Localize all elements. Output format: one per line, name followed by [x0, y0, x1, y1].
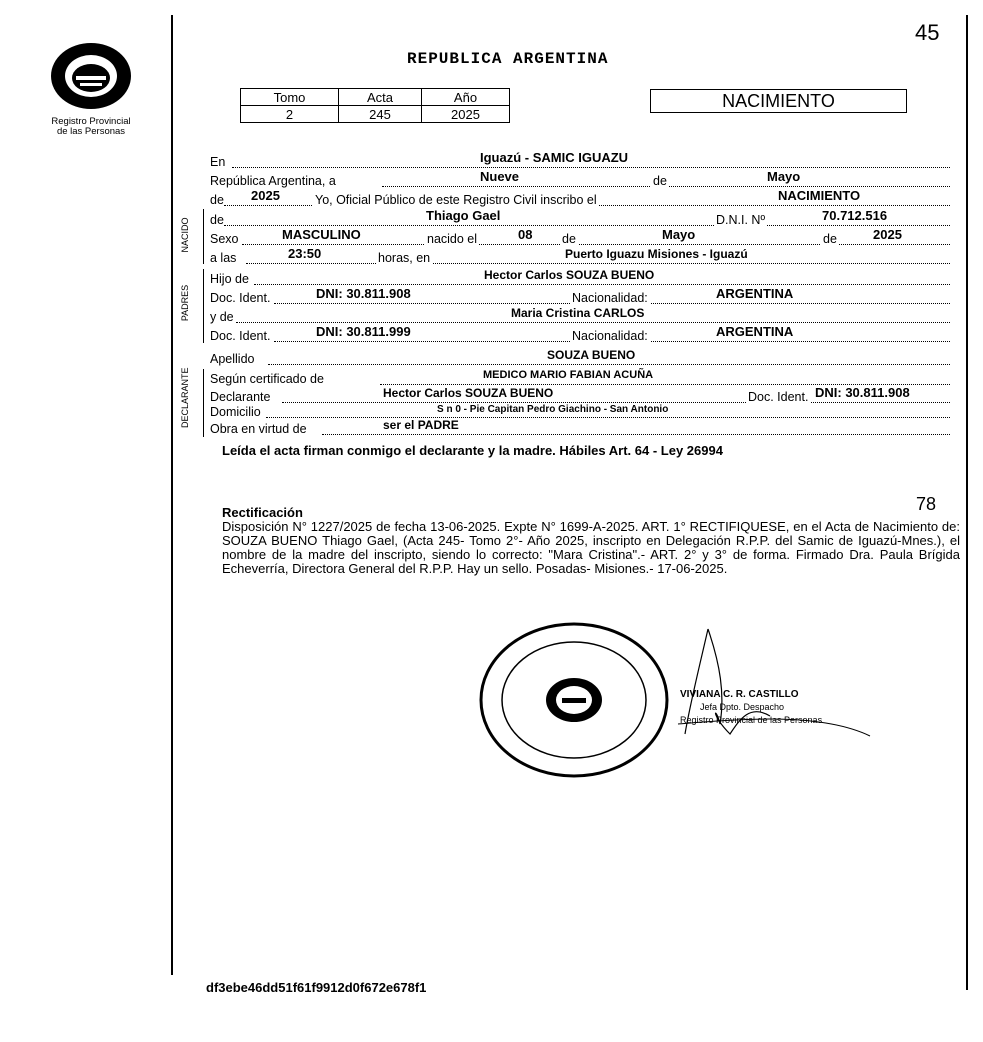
dots — [322, 434, 950, 435]
label-doc-ident-2: Doc. Ident. — [210, 329, 271, 343]
label-sexo: Sexo — [210, 232, 239, 246]
value-dia-letras: Nueve — [480, 169, 520, 184]
label-nacido-el: nacido el — [427, 232, 478, 246]
value-nac-dia: 08 — [518, 227, 533, 242]
label-hijo-de: Hijo de — [210, 272, 249, 286]
section-bar-padres — [203, 269, 204, 343]
value-madre-nac: ARGENTINA — [716, 324, 794, 339]
value-lugar: Iguazú - SAMIC IGUAZU — [480, 150, 629, 165]
label-segun: Según certificado de — [210, 372, 324, 386]
value-madre: Maria Cristina CARLOS — [511, 306, 645, 320]
dots — [254, 284, 950, 285]
section-bar-declarante — [203, 369, 204, 437]
value-padre-nac: ARGENTINA — [716, 286, 794, 301]
label-de2: de — [210, 193, 224, 207]
label-de-nombre: de — [210, 213, 224, 227]
label-nacionalidad-2: Nacionalidad: — [572, 329, 648, 343]
side-label-declarante: DECLARANTE — [180, 367, 190, 428]
side-label-padres: PADRES — [180, 284, 190, 322]
value-certificado: MEDICO MARIO FABIAN ACUÑA — [483, 369, 654, 381]
label-de-mes: de — [562, 232, 576, 246]
rectificacion-title: Rectificación — [222, 505, 303, 520]
label-dni: D.N.I. Nº — [716, 213, 766, 227]
value-dni: 70.712.516 — [822, 208, 888, 223]
value-declarante: Hector Carlos SOUZA BUENO — [383, 386, 554, 400]
label-declarante: Declarante — [210, 390, 271, 404]
logo-line-2: de las Personas — [56, 126, 126, 137]
signature-name: VIVIANA C. R. CASTILLO — [680, 689, 799, 700]
value-madre-dni: DNI: 30.811.999 — [316, 324, 411, 339]
label-a-las: a las — [210, 251, 237, 265]
label-obra: Obra en virtud de — [210, 422, 307, 436]
right-margin-line — [966, 15, 968, 990]
label-doc-ident-3: Doc. Ident. — [748, 390, 809, 404]
value-sexo: MASCULINO — [282, 227, 361, 242]
tomo-value: 2 — [241, 106, 339, 123]
label-de: de — [653, 174, 667, 188]
label-horas-en: horas, en — [378, 251, 431, 265]
label-republica: República Argentina, a — [210, 174, 336, 188]
rectificacion-text: Disposición N° 1227/2025 de fecha 13-06-2025. Expte N° 1699-A-2025. ART. 1° RECTIFIQUESE, en el Acta de Nacimiento de: SOUZA BUENO Thiago Gael, (Acta 245- Tomo 2°- Año 2025, inscripto en Delegación R.P.P. del Samic de Iguazú-Mnes.), el nombre de la madre del inscripto, siendo lo correcto: "Mara Cristina".- ART. 2° y 3° de forma. Firmado Dra. Paula Brígida Echeverría, Directora General del R.P.P. Hay un sello. Posadas- Misiones.- 17-06-2025. — [222, 519, 960, 576]
province-logo — [28, 40, 154, 137]
value-nac-anio: 2025 — [873, 227, 902, 242]
registry-table — [240, 88, 510, 123]
left-margin-line — [171, 15, 173, 975]
signature-title: Jefa Dpto. Despacho — [700, 702, 785, 712]
value-mes: Mayo — [767, 169, 801, 184]
value-lugar-nac: Puerto Iguazu Misiones - Iguazú — [565, 247, 748, 261]
value-obra: ser el PADRE — [383, 418, 459, 432]
value-hora: 23:50 — [288, 246, 322, 261]
label-domicilio: Domicilio — [210, 405, 261, 419]
tomo-header: Tomo — [241, 89, 339, 106]
dots — [266, 417, 950, 418]
page-number: 45 — [915, 20, 940, 45]
dots — [268, 364, 950, 365]
dots — [246, 263, 950, 264]
acta-header: Acta — [339, 89, 422, 106]
section-bar-nacido — [203, 209, 204, 264]
value-tipo: NACIMIENTO — [778, 188, 861, 203]
dots — [224, 225, 950, 226]
value-domicilio: S n 0 - Pie Capitan Pedro Giachino - San Antonio — [437, 404, 669, 415]
dots — [242, 244, 950, 245]
label-apellido: Apellido — [210, 352, 255, 366]
value-declarante-dni: DNI: 30.811.908 — [815, 385, 910, 400]
anio-header: Año — [422, 89, 510, 106]
signature-org: Registro Provincial de las Personas — [680, 715, 823, 725]
side-label-nacido: NACIDO — [180, 217, 190, 253]
acta-value: 245 — [339, 106, 422, 123]
signature-scribble-icon — [660, 624, 880, 744]
label-de-anio: de — [823, 232, 837, 246]
value-padre-dni: DNI: 30.811.908 — [316, 286, 411, 301]
act-type-box: NACIMIENTO — [650, 89, 907, 113]
province-seal-icon — [46, 40, 136, 112]
note-number: 78 — [916, 494, 937, 514]
label-nacionalidad: Nacionalidad: — [572, 291, 648, 305]
dots — [232, 167, 950, 168]
value-nac-mes: Mayo — [662, 227, 696, 242]
value-nombre: Thiago Gael — [426, 208, 501, 223]
value-padre: Hector Carlos SOUZA BUENO — [484, 268, 655, 282]
label-doc-ident: Doc. Ident. — [210, 291, 271, 305]
closing-text: Leída el acta firman conmigo el declarante y la madre. Hábiles Art. 64 - Ley 26994 — [222, 443, 723, 458]
logo-line-1: Registro Provincial — [51, 116, 131, 127]
value-anio: 2025 — [251, 188, 280, 203]
value-apellido: SOUZA BUENO — [547, 348, 636, 362]
dots — [236, 322, 950, 323]
label-oficial: Yo, Oficial Público de este Registro Civil inscribo el — [315, 193, 597, 207]
document-hash: df3ebe46dd51f61f9912d0f672e678f1 — [206, 980, 427, 995]
label-en: En — [210, 155, 226, 169]
header-title: REPUBLICA ARGENTINA — [407, 50, 609, 68]
label-y-de: y de — [210, 310, 234, 324]
anio-value: 2025 — [422, 106, 510, 123]
